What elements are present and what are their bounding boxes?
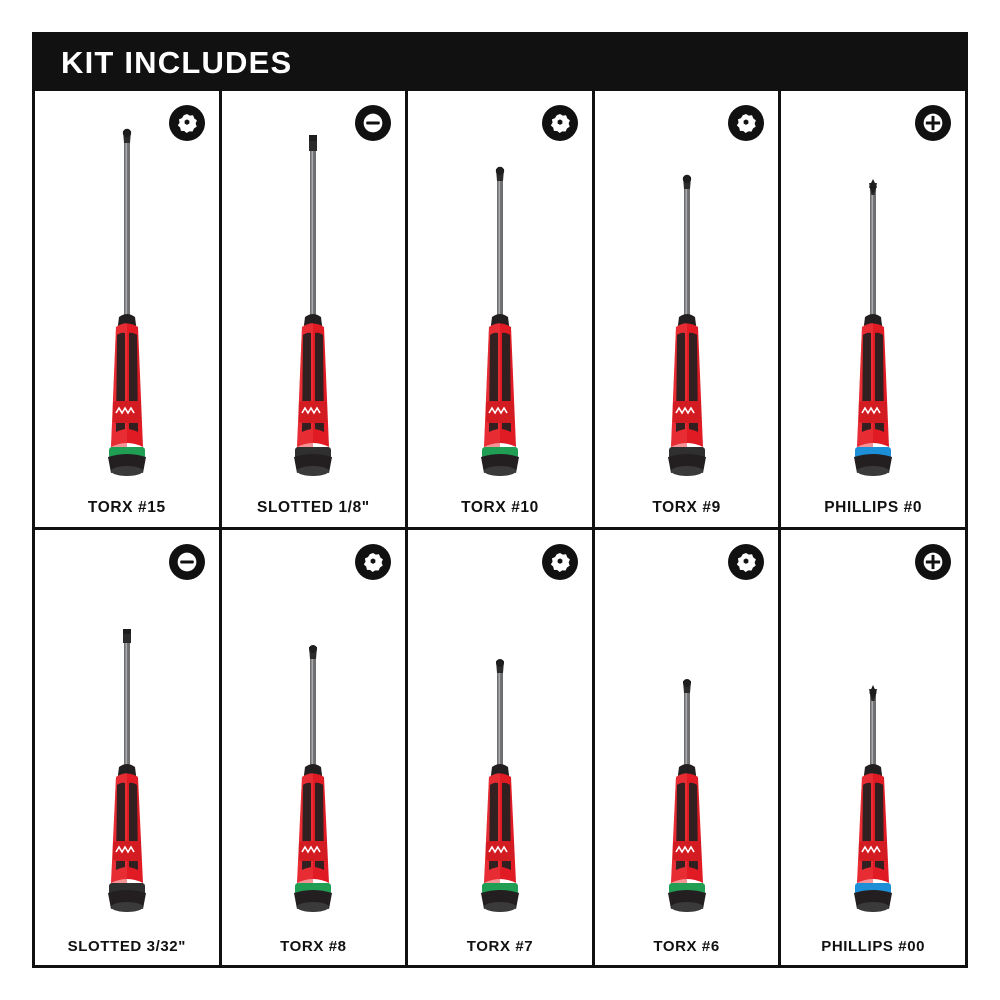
kit-item-torx-8[interactable] [222,530,409,966]
kit-item-label: TORX #9 [652,498,721,516]
screwdriver-illustration [278,121,348,481]
kit-item-label: TORX #10 [461,498,539,516]
screwdriver-illustration [652,121,722,481]
kit-item-label: PHILLIPS #00 [821,938,926,955]
kit-item-label: TORX #7 [466,938,534,955]
slotted-icon [355,105,391,141]
kit-item-torx-10[interactable] [408,91,595,527]
slotted-icon [169,544,205,580]
kit-item-torx-6[interactable] [595,530,782,966]
torx-icon [355,544,391,580]
screwdriver-illustration [92,589,162,919]
torx-icon [728,544,764,580]
kit-row [35,530,965,966]
kit-item-slotted-3-32[interactable] [35,530,222,966]
torx-icon [728,105,764,141]
kit-item-slotted-1-8[interactable] [222,91,409,527]
kit-grid [35,91,965,965]
torx-icon [169,105,205,141]
phillips-icon [915,105,951,141]
screwdriver-illustration [278,589,348,919]
phillips-icon [915,544,951,580]
torx-icon [542,105,578,141]
screwdriver-illustration [92,121,162,481]
kit-item-label: TORX #15 [87,498,166,516]
screwdriver-illustration [465,589,535,919]
kit-item-torx-7[interactable] [408,530,595,966]
kit-item-phillips-00[interactable] [781,530,965,966]
kit-item-torx-15[interactable] [35,91,222,527]
kit-item-label: TORX #8 [280,938,347,955]
kit-item-torx-9[interactable] [595,91,782,527]
kit-includes-header [35,35,965,91]
screwdriver-illustration [652,589,722,919]
kit-item-phillips-0[interactable] [781,91,965,527]
kit-item-label: PHILLIPS #0 [824,498,923,516]
kit-item-label: SLOTTED 1/8" [257,498,370,516]
kit-item-label: TORX #6 [653,938,720,955]
screwdriver-illustration [838,121,908,481]
kit-row [35,91,965,530]
screwdriver-illustration [465,121,535,481]
page-title: KIT INCLUDES [61,45,293,80]
torx-icon [542,544,578,580]
screwdriver-illustration [838,589,908,919]
kit-frame [32,32,968,968]
kit-item-label: SLOTTED 3/32" [67,938,186,955]
